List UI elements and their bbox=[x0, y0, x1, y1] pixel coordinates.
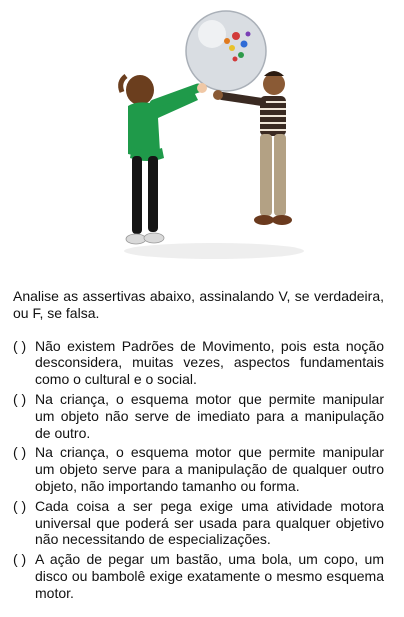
statement-item bbox=[13, 391, 384, 441]
children-ball-illustration bbox=[114, 6, 310, 268]
statement-text: Não existem Padrões de Movimento, pois esta noção desconsidera, muitas vezes, aspectos fundamentais como o cultural e o social. bbox=[35, 337, 384, 388]
answer-blank[interactable]: ( ) bbox=[13, 337, 27, 354]
answer-blank[interactable]: ( ) bbox=[13, 444, 27, 461]
question-intro: Analise as assertivas abaixo, assinalando V, se verdadeira, ou F, se falsa. bbox=[13, 288, 384, 321]
ball-shape bbox=[186, 11, 266, 91]
answer-blank[interactable]: ( ) bbox=[13, 551, 27, 568]
answer-blank[interactable]: ( ) bbox=[13, 497, 27, 514]
children-ball-photo bbox=[114, 6, 310, 268]
answer-blank[interactable]: ( ) bbox=[13, 390, 27, 407]
statement-text: Na criança, o esquema motor que permite manipular um objeto serve para a manipulação de qualquer outro objeto, não importando tamanho ou forma. bbox=[35, 444, 384, 494]
statement-text: A ação de pegar um bastão, uma bola, um copo, um disco ou bambolê exige exatamente o mesmo esquema motor. bbox=[35, 551, 384, 601]
question-block bbox=[13, 288, 384, 602]
statement-item bbox=[13, 498, 384, 548]
statement-item bbox=[13, 551, 384, 601]
statement-text: Cada coisa a ser pega exige uma atividade motora universal que poderá ser usada para qualquer objetivo não necessitando de especializações. bbox=[35, 497, 384, 548]
statement-text: Na criança, o esquema motor que permite manipular um objeto não serve de imediato para a manipulação de outro. bbox=[35, 390, 384, 441]
statement-item bbox=[13, 338, 384, 388]
statement-item bbox=[13, 444, 384, 494]
